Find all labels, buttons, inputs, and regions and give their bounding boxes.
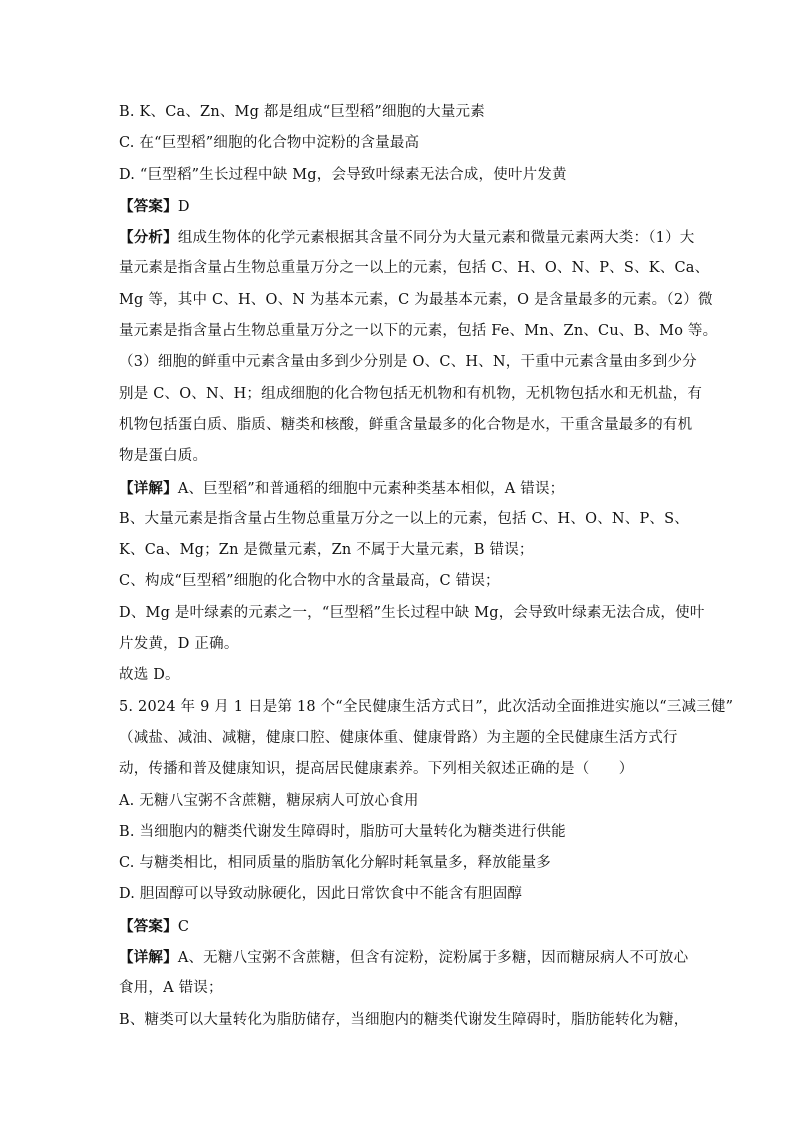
- line-text: 5. 2024 年 9 月 1 日是第 18 个“全民健康生活方式日”，此次活动全面推进实施以“三减三健”: [119, 698, 734, 715]
- detail-line: [119, 942, 689, 973]
- analysis-line: [119, 316, 718, 347]
- line-text: D. 胆固醇可以导致动脉硬化，因此日常饮食中不能含有胆固醇: [119, 886, 523, 903]
- answer-label: 【答案】: [119, 197, 178, 215]
- question-5-stem: [119, 723, 679, 754]
- line-text: C. 在“巨型稻”细胞的化合物中淀粉的含量最高: [119, 135, 420, 152]
- line-text: 食用，A 错误；: [119, 980, 223, 997]
- line-text: 量元素是指含量占生物总重量万分之一以上的元素，包括 C、H、O、N、P、S、K、Ca、: [119, 260, 710, 277]
- line-text: B、大量元素是指含量占生物总重量万分之一以上的元素，包括 C、H、O、N、P、S、: [119, 510, 689, 527]
- option-b-line: [119, 817, 679, 848]
- detail-line: [119, 473, 679, 504]
- line-text: Mg 等，其中 C、H、O、N 为基本元素，C 为最基本元素，O 是含量最多的元素。（2）微: [119, 291, 713, 308]
- line-text: C. 与糖类相比，相同质量的脂肪氧化分解时耗氧量多，释放能量多: [119, 855, 551, 872]
- line-text: 机物包括蛋白质、脂质、糖类和核酸，鲜重含量最多的化合物是水，干重含量最多的有机: [119, 416, 693, 433]
- line-text: 量元素是指含量占生物总重量万分之一以下的元素，包括 Fe、Mn、Zn、Cu、B、Mo 等。: [119, 323, 718, 340]
- answer-line: [119, 911, 679, 942]
- option-a-line: [119, 786, 679, 817]
- line-text: 别是 C、O、N、H；组成细胞的化合物包括无机物和有机物，无机物包括水和无机盐，有: [119, 385, 703, 402]
- line-text: （减盐、减油、减糖，健康口腔、健康体重、健康骨路）为主题的全民健康生活方式行: [119, 729, 678, 746]
- option-d-line: [119, 879, 679, 910]
- line-text: D、Mg 是叶绿素的元素之一，“巨型稻”生长过程中缺 Mg，会导致叶绿素无法合成，使叶: [119, 604, 705, 621]
- analysis-line: [119, 253, 710, 284]
- line-text: D. “巨型稻”生长过程中缺 Mg，会导致叶绿素无法合成，使叶片发黄: [119, 166, 567, 183]
- detail-line: [119, 629, 679, 660]
- detail-line: [119, 598, 705, 629]
- line-text: 故选 D。: [119, 667, 180, 684]
- line-text: 片发黄，D 正确。: [119, 636, 239, 653]
- line-text: B. 当细胞内的糖类代谢发生障碍时，脂肪可大量转化为糖类进行供能: [119, 823, 566, 840]
- detail-line: [119, 1005, 689, 1036]
- line-text: C: [177, 918, 190, 935]
- question-5-stem: [119, 692, 734, 723]
- line-text: A、无糖八宝粥不含蔗糖，但含有淀粉，淀粉属于多糖，因而糖尿病人不可放心: [177, 950, 689, 967]
- detail-line: [119, 535, 679, 566]
- document-body: [119, 97, 734, 1036]
- line-text: A. 无糖八宝粥不含蔗糖，糖尿病人可放心食用: [119, 792, 419, 809]
- line-text: 物是蛋白质。: [119, 448, 208, 465]
- analysis-line: [119, 347, 697, 378]
- line-text: 组成生物体的化学元素根据其含量不同分为大量元素和微量元素两大类：（1）大: [177, 230, 695, 247]
- line-text: B. K、Ca、Zn、Mg 都是组成“巨型稻”细胞的大量元素: [119, 104, 485, 120]
- analysis-line: [119, 410, 693, 441]
- option-b-line: [119, 97, 679, 128]
- detail-line: [119, 973, 679, 1004]
- analysis-line: [119, 285, 713, 316]
- detail-label: 【详解】: [119, 479, 178, 497]
- line-text: 动，传播和普及健康知识，提高居民健康素养。下列相关叙述正确的是（ ）: [119, 761, 634, 778]
- option-d-line: [119, 160, 679, 191]
- conclusion-line: [119, 660, 679, 691]
- line-text: （3）细胞的鲜重中元素含量由多到少分别是 O、C、H、N，干重中元素含量由多到少分: [119, 354, 697, 371]
- line-text: K、Ca、Mg；Zn 是微量元素，Zn 不属于大量元素，B 错误；: [119, 542, 534, 559]
- line-text: D: [177, 198, 190, 215]
- detail-line: [119, 504, 689, 535]
- analysis-line: [119, 379, 703, 410]
- detail-label: 【详解】: [119, 949, 178, 967]
- line-text: C、构成“巨型稻”细胞的化合物中水的含量最高，C 错误；: [119, 573, 500, 590]
- analysis-line: [119, 441, 679, 472]
- detail-line: [119, 566, 679, 597]
- answer-label: 【答案】: [119, 917, 178, 935]
- option-c-line: [119, 128, 679, 159]
- analysis-line: [119, 222, 695, 253]
- option-c-line: [119, 848, 679, 879]
- answer-line: [119, 191, 679, 222]
- question-5-stem: [119, 754, 679, 785]
- analysis-label: 【分析】: [119, 229, 178, 247]
- line-text: A、巨型稻”和普通稻的细胞中元素种类基本相似，A 错误；: [177, 480, 565, 497]
- line-text: B、糖类可以大量转化为脂肪储存，当细胞内的糖类代谢发生障碍时，脂肪能转化为糖，: [119, 1011, 689, 1028]
